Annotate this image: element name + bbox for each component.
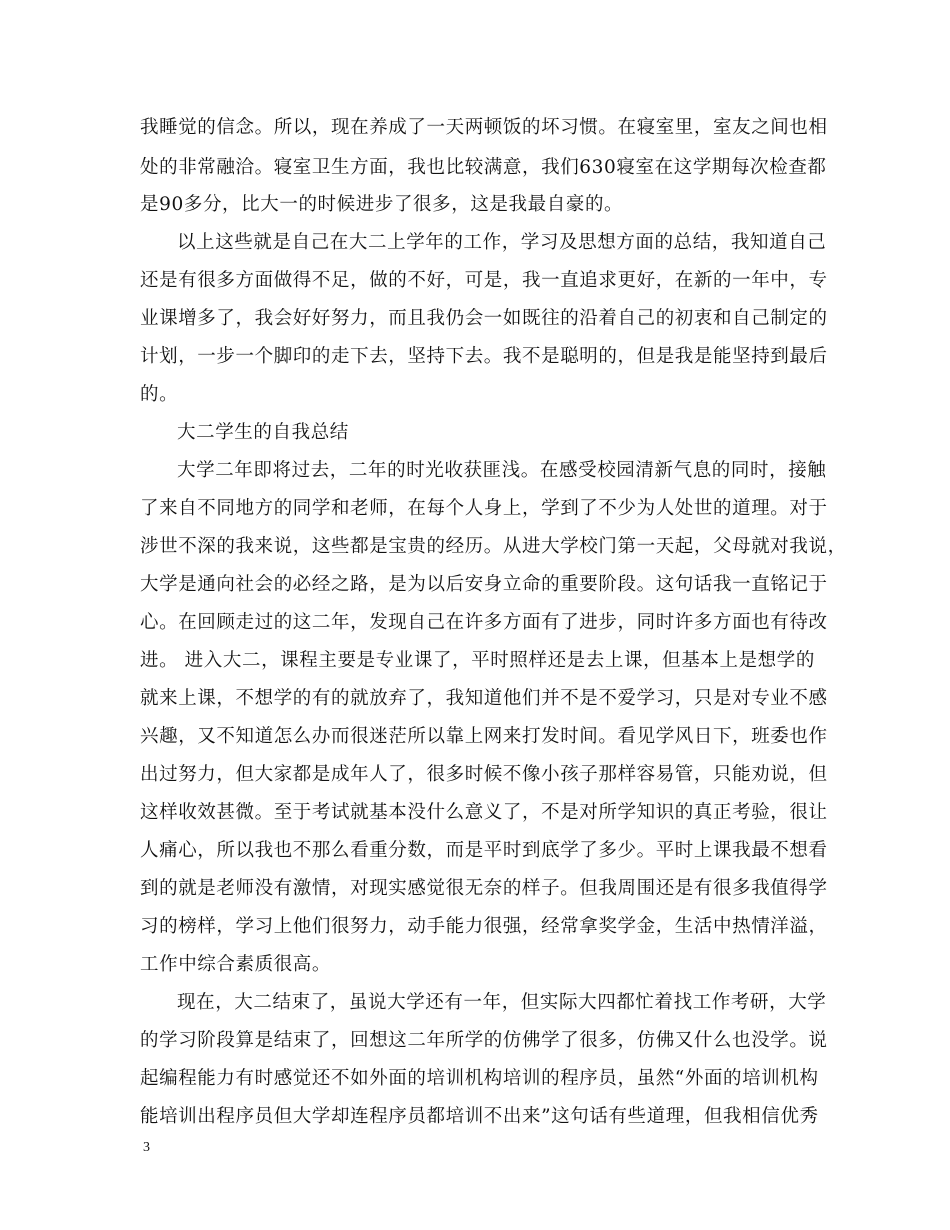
text-line: 能培训出程序员但大学却连程序员都培训不出来”这句话有些道理，但我相信优秀 <box>140 1106 819 1127</box>
text-line: 了来自不同地方的同学和老师，在每个人身上，学到了不少为人处世的道理。对于 <box>140 498 828 519</box>
text-line: 进。 进入大二，课程主要是专业课了，平时照样还是去上课，但基本上是想学的 <box>140 650 815 671</box>
page-number: 3 <box>143 1140 150 1155</box>
text-line: 我睡觉的信念。所以，现在养成了一天两顿饭的坏习惯。在寝室里，室友之间也相 <box>140 117 828 138</box>
text-line: 就来上课，不想学的有的就放弃了，我知道他们并不是不爱学习，只是对专业不感 <box>140 688 828 709</box>
text-line: 是90多分，比大一的时候进步了很多，这是我最自豪的。 <box>140 194 624 215</box>
text-line: 计划，一步一个脚印的走下去，坚持下去。我不是聪明的，但是我是能坚持到最后 <box>140 346 828 367</box>
text-line: 处的非常融洽。寝室卫生方面，我也比较满意，我们630寝室在这学期每次检查都 <box>140 157 827 178</box>
text-line: 习的榜样，学习上他们很努力，动手能力很强，经常拿奖学金，生活中热情洋溢， <box>140 916 828 937</box>
text-line: 人痛心，所以我也不那么看重分数，而是平时到底学了多少。平时上课我最不想看 <box>140 840 828 861</box>
text-line: 这样收效甚微。至于考试就基本没什么意义了，不是对所学知识的真正考验，很让 <box>140 802 828 823</box>
text-line: 工作中综合素质很高。 <box>140 954 332 975</box>
text-line: 涉世不深的我来说，这些都是宝贵的经历。从进大学校门第一天起，父母就对我说， <box>140 536 847 557</box>
text-line: 的学习阶段算是结束了，回想这二年所学的仿佛学了很多，仿佛又什么也没学。说 <box>140 1030 828 1051</box>
text-line: 大学是通向社会的必经之路，是为以后安身立命的重要阶段。这句话我一直铭记于 <box>140 574 828 595</box>
text-line: 心。在回顾走过的这二年，发现自己在许多方面有了进步，同时许多方面也有待改 <box>140 612 828 633</box>
text-line: 以上这些就是自己在大二上学年的工作，学习及思想方面的总结，我知道自己 <box>177 232 827 253</box>
text-line: 现在，大二结束了，虽说大学还有一年，但实际大四都忙着找工作考研，大学 <box>177 992 827 1013</box>
text-line: 还是有很多方面做得不足，做的不好，可是，我一直追求更好，在新的一年中，专 <box>140 270 828 291</box>
text-line: 起编程能力有时感觉还不如外面的培训机构培训的程序员，虽然“外面的培训机构 <box>140 1068 819 1089</box>
text-line: 到的就是老师没有激情，对现实感觉很无奈的样子。但我周围还是有很多我值得学 <box>140 878 828 899</box>
text-line: 的。 <box>140 384 179 405</box>
section-heading: 大二学生的自我总结 <box>177 422 349 443</box>
text-line: 业课增多了，我会好好努力，而且我仍会一如既往的沿着自己的初衷和自己制定的 <box>140 308 828 329</box>
text-line: 兴趣，又不知道怎么办而很迷茫所以靠上网来打发时间。看见学风日下，班委也作 <box>140 726 828 747</box>
text-line: 出过努力，但大家都是成年人了，很多时候不像小孩子那样容易管，只能劝说，但 <box>140 764 828 785</box>
text-line: 大学二年即将过去，二年的时光收获匪浅。在感受校园清新气息的同时，接触 <box>177 460 827 481</box>
